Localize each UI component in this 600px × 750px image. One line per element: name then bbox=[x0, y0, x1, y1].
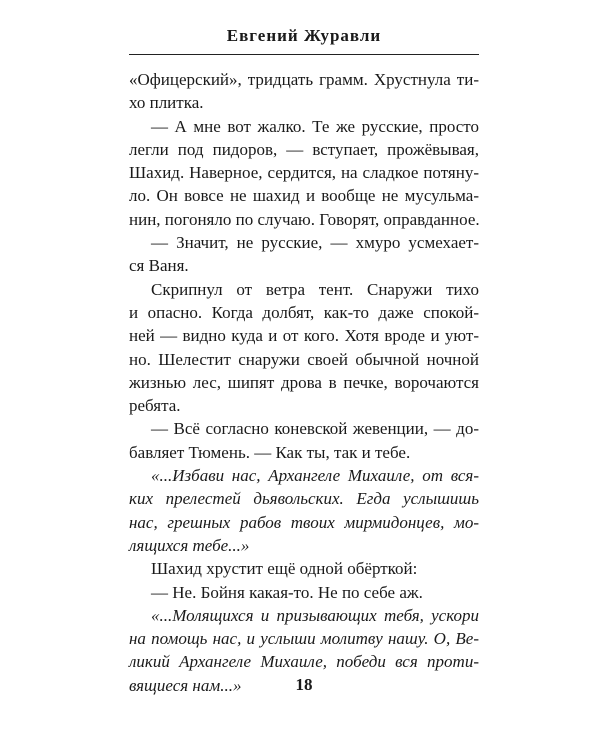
text-line: Шахид. Наверное, сердится, на сладкое потяну- bbox=[129, 163, 479, 183]
text-line: «Офицерский», тридцать грамм. Хрустнула ти- bbox=[129, 70, 479, 89]
text-line: лящихся тебе...» bbox=[129, 535, 250, 555]
text-line: жизнью лес, шипят дрова в печке, ворочаются bbox=[129, 372, 479, 392]
text-line: ликий Архангеле Михаиле, победи вся проти- bbox=[129, 652, 479, 672]
text-line: — А мне вот жалко. Те же русские, просто bbox=[151, 116, 479, 136]
text-line: вящиеся нам...» bbox=[129, 675, 242, 695]
text-line: ней — видно куда и от кого. Хотя вроде и уют- bbox=[129, 326, 479, 346]
running-head-title: Евгений Журавли bbox=[226, 26, 382, 45]
text-line: ся Ваня. bbox=[129, 256, 189, 276]
text-line: легли под пидоров, — вступает, прожёвывая, bbox=[129, 139, 479, 159]
text-line: бавляет Тюмень. — Как ты, так и тебе. bbox=[129, 442, 411, 462]
text-line: ло. Он вовсе не шахид и вообще не мусульма- bbox=[129, 186, 479, 206]
text-line: «...Избави нас, Архангеле Михаиле, от вся- bbox=[151, 466, 479, 486]
page-number: 18 bbox=[295, 675, 313, 694]
text-line: и опасно. Когда долбят, как-то даже спокой- bbox=[129, 302, 479, 322]
text-line: — Не. Бойня какая-то. Не по себе аж. bbox=[151, 582, 423, 602]
text-line: на помощь нас, и услыши молитву нашу. О, Ве- bbox=[129, 629, 479, 649]
text-line: хо плитка. bbox=[129, 93, 204, 113]
text-line: но. Шелестит снаружи своей обычной ночной bbox=[129, 349, 479, 369]
text-line: Скрипнул от ветра тент. Снаружи тихо bbox=[151, 279, 479, 299]
text-line: нин, погоняло по случаю. Говорят, оправданное. bbox=[129, 209, 480, 229]
text-line: — Значит, не русские, — хмуро усмехает- bbox=[151, 233, 479, 253]
text-line: «...Молящихся и призывающих тебя, ускори bbox=[151, 605, 479, 625]
text-line: — Всё согласно коневской жевенции, — до- bbox=[151, 419, 479, 439]
text-line: ких прелестей дьявольских. Егда услышишь bbox=[129, 489, 479, 509]
text-line: нас, грешных рабов твоих мирмидонцев, мо- bbox=[129, 512, 479, 532]
body-text bbox=[129, 68, 479, 697]
text-line: ребята. bbox=[129, 396, 181, 416]
header-divider bbox=[129, 54, 479, 55]
text-line: Шахид хрустит ещё одной обёрткой: bbox=[151, 559, 418, 579]
